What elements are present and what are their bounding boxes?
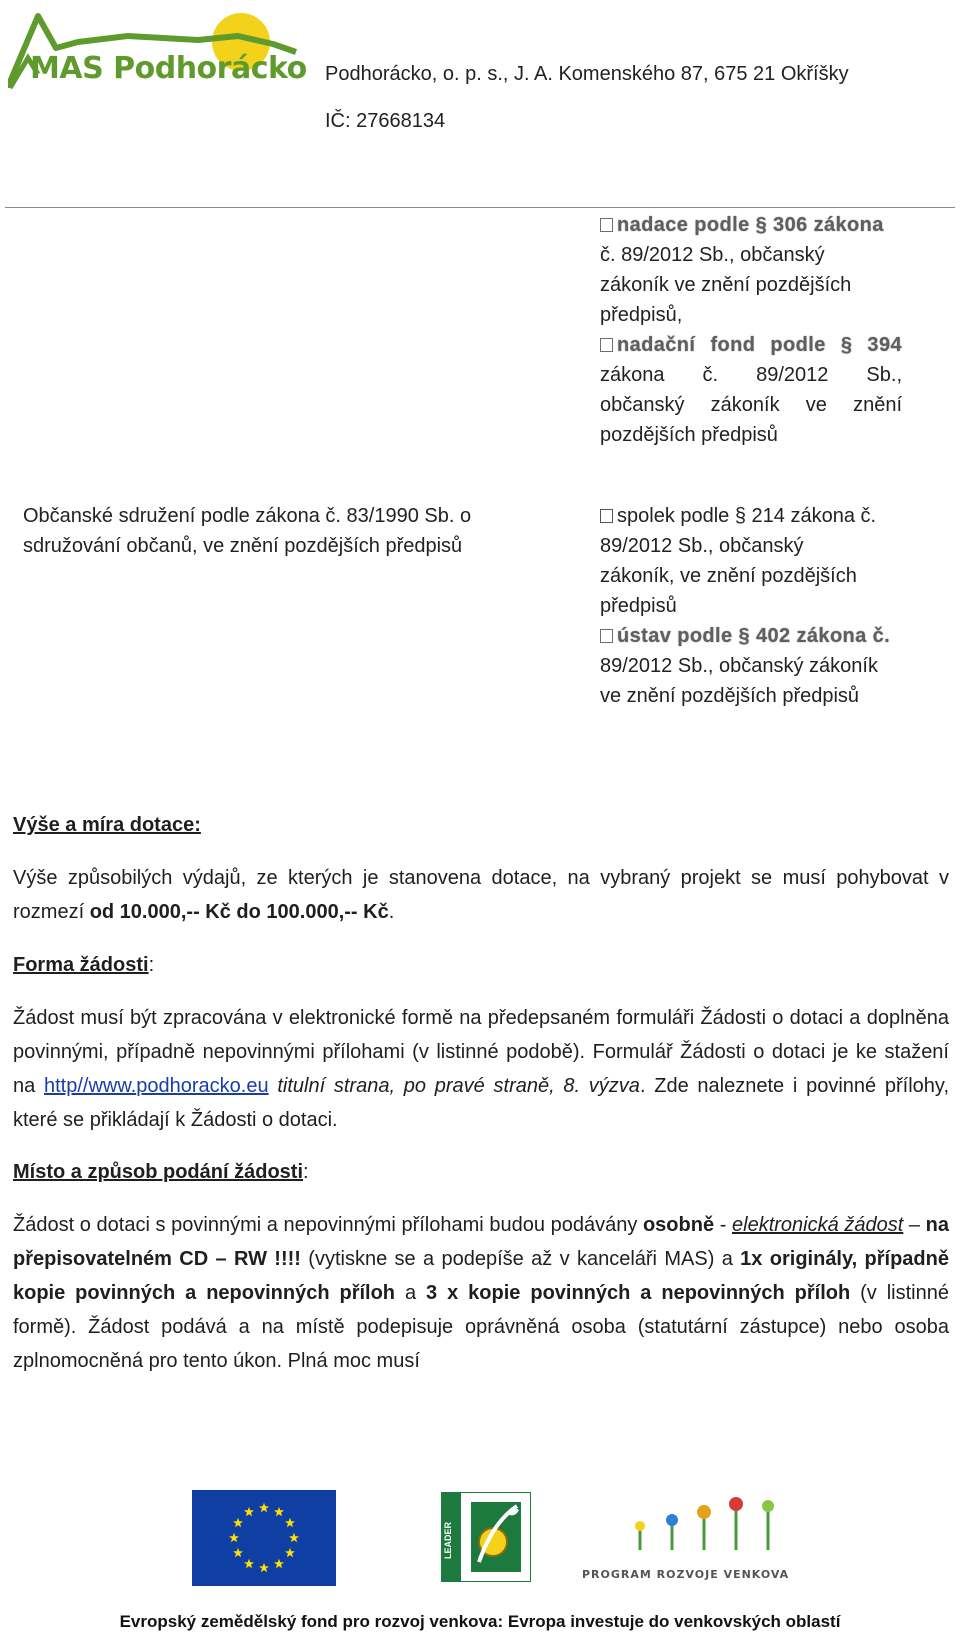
organization-address: Podhorácko, o. p. s., J. A. Komenského 87, 675 21 Okříšky	[325, 63, 849, 85]
eu-flag-logo	[192, 1490, 336, 1586]
leader-logo	[441, 1492, 531, 1582]
leader-text: LEADER	[443, 1522, 453, 1560]
list-item: nadační fond podle § 394	[600, 330, 902, 360]
legal-form-new-associations: spolek podle § 214 zákona č. 89/2012 Sb., občanský zákoník, ve znění pozdějších předpisů ústav podle § 402 zákona č. 89/2012 Sb., občanský zákoník ve znění pozdějších předpisů	[600, 501, 910, 711]
list-item: nadace podle § 306 zákona	[600, 210, 902, 240]
paragraph-dotace: Výše způsobilých výdajů, ze kterých je stanovena dotace, na vybraný projekt se musí pohybovat v rozmezí od 10.000,-- Kč do 100.000,-- Kč.	[13, 867, 949, 923]
checkbox-glyph-icon	[600, 338, 613, 352]
prv-text: PROGRAM ROZVOJE VENKOVA	[582, 1568, 790, 1581]
prv-logo	[582, 1494, 800, 1581]
checkbox-glyph-icon	[600, 629, 613, 643]
prv-plants-icon	[600, 1494, 800, 1552]
eu-flag-icon	[192, 1490, 336, 1586]
paragraph-misto: Žádost o dotaci s povinnými a nepovinnými přílohami budou podávány osobně - elektronická žádost – na přepisovatelném CD – RW !!!! (vytiskne se a podepíše až v kanceláři MAS) a 1x originály, případně kopie povinných a nepovinných příloh a 3 x kopie povinných a nepovinných příloh (v listinné formě). Žádost podává a na místě podepisuje oprávněná osoba (statutární zástupce) nebo osoba zplnomocněná pro tento úkon. Plná moc musí	[13, 1214, 949, 1372]
logo-text: MAS Podhorácko	[30, 51, 307, 86]
section-heading-misto: Místo a způsob podání žádosti:	[13, 1161, 309, 1183]
checkbox-glyph-icon	[600, 509, 613, 523]
paragraph-forma: Žádost musí být zpracována v elektronické formě na předepsaném formuláři Žádosti o dotaci a doplněna povinnými, případně nepovinnými přílohami (v listinné podobě). Formulář Žádosti o dotaci je ke stažení na http//www.podhoracko.eu titulní strana, po pravé straně, 8. výzva. Zde naleznete i povinné přílohy, které se přikládají k Žádosti o dotaci.	[13, 1007, 949, 1131]
list-item: ústav podle § 402 zákona č.	[600, 621, 910, 651]
section-heading-forma: Forma žádosti:	[13, 954, 155, 976]
checkbox-glyph-icon	[600, 218, 613, 232]
legal-form-old-association: Občanské sdružení podle zákona č. 83/1990 Sb. o sdružování občanů, ve znění pozdějších předpisů	[23, 505, 472, 557]
organization-ico: IČ: 27668134	[325, 110, 446, 132]
header-divider	[5, 207, 955, 208]
mas-podhoracko-logo	[8, 8, 307, 98]
podhoracko-link[interactable]: http//www.podhoracko.eu	[44, 1075, 269, 1097]
list-item: spolek podle § 214 zákona č.	[600, 501, 910, 531]
legal-form-new-foundations: nadace podle § 306 zákona č. 89/2012 Sb., občanský zákoník ve znění pozdějších předpisů, nadační fond podle § 394 zákona č. 89/2012 Sb., občanský zákoník ve znění pozdějších předpisů	[600, 210, 902, 450]
footer-text: Evropský zemědělský fond pro rozvoj venkova: Evropa investuje do venkovských oblastí	[119, 1612, 841, 1631]
section-heading-dotace: Výše a míra dotace:	[13, 814, 201, 836]
